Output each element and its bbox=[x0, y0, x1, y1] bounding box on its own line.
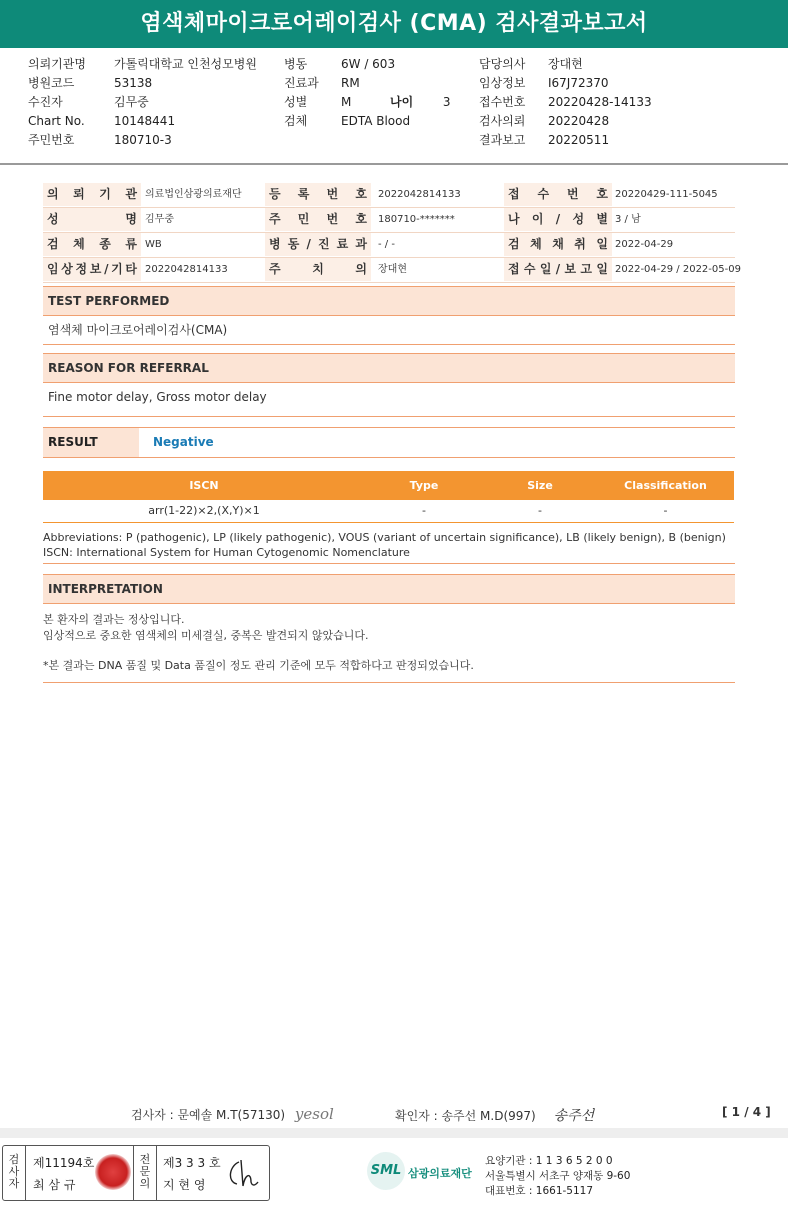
info-key bbox=[265, 208, 371, 231]
info-value: - / - bbox=[378, 239, 395, 250]
info-value: 2022042814133 bbox=[378, 189, 461, 200]
reason-header-text: REASON FOR REFERRAL bbox=[48, 361, 209, 375]
header-value: 김무중 bbox=[114, 95, 149, 109]
box1-number: 제11194호 bbox=[33, 1156, 95, 1170]
info-row bbox=[43, 233, 735, 258]
info-value: 20220429-111-5045 bbox=[615, 189, 718, 200]
divider bbox=[43, 682, 735, 683]
official-seal-icon bbox=[95, 1154, 131, 1190]
info-key bbox=[43, 183, 141, 206]
tester-signature bbox=[131, 1105, 334, 1123]
header-value: M bbox=[341, 95, 352, 109]
age-label: 나이 bbox=[390, 95, 414, 109]
org-code: 요양기관 : 1 1 3 6 5 2 0 0 bbox=[485, 1155, 613, 1167]
confirmer-sign: 송주선 bbox=[553, 1108, 595, 1124]
info-value: 2022042814133 bbox=[145, 264, 228, 275]
header-label: 주민번호 bbox=[28, 133, 75, 147]
report-title: 염색체마이크로어레이검사 (CMA) 검사결과보고서 bbox=[0, 0, 788, 48]
confirmer-signature bbox=[395, 1105, 594, 1125]
age-value: 3 bbox=[442, 95, 451, 109]
info-row bbox=[43, 208, 735, 233]
org-phone: 대표번호 : 1661-5117 bbox=[485, 1185, 594, 1197]
header-value: 6W / 603 bbox=[341, 57, 396, 71]
info-key bbox=[265, 233, 371, 256]
info-key-text: 성 명 bbox=[47, 212, 137, 226]
info-key-text: 의 뢰 기 관 bbox=[47, 187, 137, 201]
col-iscn: ISCN bbox=[189, 479, 219, 492]
header-label: 성별 bbox=[284, 95, 308, 109]
info-key-text: 검 체 종 류 bbox=[47, 237, 137, 251]
col-type: Type bbox=[409, 479, 439, 492]
header-value: 180710-3 bbox=[114, 133, 172, 147]
header-divider bbox=[0, 163, 788, 165]
result-value: Negative bbox=[153, 435, 214, 449]
result-label: RESULT bbox=[43, 428, 139, 457]
info-value: 김무중 bbox=[145, 214, 174, 225]
sml-logo-text: SML bbox=[370, 1163, 402, 1178]
result-table-header bbox=[43, 471, 734, 500]
header-label: 결과보고 bbox=[479, 133, 526, 147]
abbreviations bbox=[43, 530, 726, 560]
info-value: 180710-******* bbox=[378, 214, 455, 225]
page-number: [ 1 / 4 ] bbox=[722, 1105, 771, 1119]
confirmer-name: 확인자 : 송주선 M.D(997) bbox=[395, 1109, 536, 1123]
box2-name: 지 현 영 bbox=[163, 1178, 206, 1192]
patient-info-grid bbox=[43, 183, 741, 283]
info-row bbox=[43, 183, 735, 208]
info-key-text: 접 수 번 호 bbox=[508, 187, 608, 201]
header-label: 진료과 bbox=[284, 76, 319, 90]
divider bbox=[43, 563, 735, 564]
box1-name: 최 삼 규 bbox=[33, 1178, 76, 1192]
info-key-text: 주 민 번 호 bbox=[269, 212, 367, 226]
info-value: 2022-04-29 bbox=[615, 239, 674, 250]
info-key bbox=[43, 208, 141, 231]
info-key bbox=[504, 208, 612, 231]
header-label: Chart No. bbox=[28, 114, 85, 128]
test-performed-header-text: TEST PERFORMED bbox=[48, 294, 170, 308]
cell-size: - bbox=[538, 504, 542, 517]
info-key bbox=[43, 233, 141, 256]
header-value: RM bbox=[341, 76, 360, 90]
header-label: 담당의사 bbox=[479, 57, 526, 71]
header-value: I67J72370 bbox=[548, 76, 609, 90]
header-label: 검체 bbox=[284, 114, 308, 128]
info-key-text: 등 록 번 호 bbox=[269, 187, 367, 201]
header-value: 장대현 bbox=[548, 57, 583, 71]
result-row bbox=[43, 427, 735, 458]
interpretation-header-text: INTERPRETATION bbox=[48, 582, 163, 596]
tester-name: 검사자 : 문예솔 M.T(57130) bbox=[131, 1108, 286, 1122]
abbreviations-line: Abbreviations: P (pathogenic), LP (likely pathogenic), VOUS (variant of uncertain significance), LB (likely benign), B (benign) bbox=[43, 531, 726, 544]
info-key bbox=[504, 233, 612, 256]
info-value: WB bbox=[145, 239, 162, 250]
header-label: 수진자 bbox=[28, 95, 63, 109]
info-row bbox=[43, 258, 741, 283]
interpretation-header bbox=[43, 574, 735, 604]
box1-vertical-label: 검 사 자 bbox=[8, 1153, 20, 1190]
header-value: 20220428-14133 bbox=[548, 95, 652, 109]
info-value: 3 / 남 bbox=[615, 214, 641, 225]
cell-classification: - bbox=[663, 504, 668, 517]
header-label: 병동 bbox=[284, 57, 308, 71]
info-value: 의료법인삼광의료재단 bbox=[145, 189, 242, 200]
footer-separator bbox=[0, 1128, 788, 1138]
box1-vertical-cell bbox=[3, 1146, 26, 1200]
age-field bbox=[390, 93, 450, 112]
info-key-text: 병 동 / 진 료 과 bbox=[269, 237, 367, 251]
box2-vertical-label: 전 문 의 bbox=[139, 1153, 151, 1190]
info-key bbox=[265, 258, 371, 281]
header-label: 검사의뢰 bbox=[479, 114, 526, 128]
reason-header bbox=[43, 353, 735, 383]
org-address: 서울특별시 서초구 양재동 9-60 bbox=[485, 1170, 631, 1182]
handwritten-signature-icon bbox=[225, 1156, 261, 1190]
info-value: 장대현 bbox=[378, 264, 407, 275]
header-value: 53138 bbox=[114, 76, 153, 90]
box2-vertical-cell bbox=[133, 1146, 157, 1200]
divider bbox=[43, 344, 735, 345]
test-performed-header bbox=[43, 286, 735, 316]
header-value: 가톨릭대학교 인천성모병원 bbox=[114, 57, 257, 71]
divider bbox=[43, 416, 735, 417]
info-key-text: 나 이 / 성 별 bbox=[508, 212, 608, 226]
org-contact-info bbox=[485, 1154, 630, 1199]
info-key bbox=[504, 183, 612, 206]
header-value: 20220511 bbox=[548, 133, 610, 147]
header-value: EDTA Blood bbox=[341, 114, 411, 128]
info-key bbox=[504, 258, 612, 281]
sml-logo-icon bbox=[367, 1152, 405, 1190]
interpretation-line-1: 본 환자의 결과는 정상입니다. bbox=[43, 613, 185, 626]
info-key-text: 임 상 정 보 / 기 타 bbox=[47, 262, 137, 276]
col-classification: Classification bbox=[624, 479, 707, 492]
info-key-text: 주 치 의 bbox=[269, 262, 367, 276]
header-label: 임상정보 bbox=[479, 76, 526, 90]
box2-number: 제3 3 3 호 bbox=[163, 1156, 221, 1170]
iscn-definition: ISCN: International System for Human Cytogenomic Nomenclature bbox=[43, 546, 410, 559]
info-key-text: 접 수 일 / 보 고 일 bbox=[508, 262, 608, 276]
interpretation-line-2: 임상적으로 중요한 염색체의 미세결실, 중복은 발견되지 않았습니다. bbox=[43, 629, 369, 642]
info-value: 2022-04-29 / 2022-05-09 bbox=[615, 264, 741, 275]
org-name: 삼광의료재단 bbox=[408, 1167, 472, 1180]
interpretation-note: *본 결과는 DNA 품질 및 Data 품질이 정도 관리 기준에 모두 적합하다고 판정되었습니다. bbox=[43, 659, 474, 672]
reason-body: Fine motor delay, Gross motor delay bbox=[48, 390, 267, 404]
col-size: Size bbox=[527, 479, 553, 492]
table-row bbox=[43, 500, 734, 523]
header-label: 의뢰기관명 bbox=[28, 57, 86, 71]
header-value: 20220428 bbox=[548, 114, 610, 128]
test-performed-body: 염색체 마이크로어레이검사(CMA) bbox=[48, 323, 228, 337]
info-key bbox=[265, 183, 371, 206]
tester-sign: yesol bbox=[294, 1105, 334, 1123]
header-value: 10148441 bbox=[114, 114, 176, 128]
cell-type: - bbox=[422, 504, 426, 517]
certification-box bbox=[2, 1145, 270, 1201]
info-key-text: 검 체 채 취 일 bbox=[508, 237, 608, 251]
cell-iscn: arr(1-22)×2,(X,Y)×1 bbox=[148, 504, 260, 517]
header-label: 병원코드 bbox=[28, 76, 75, 90]
header-label: 접수번호 bbox=[479, 95, 526, 109]
info-key bbox=[43, 258, 141, 281]
